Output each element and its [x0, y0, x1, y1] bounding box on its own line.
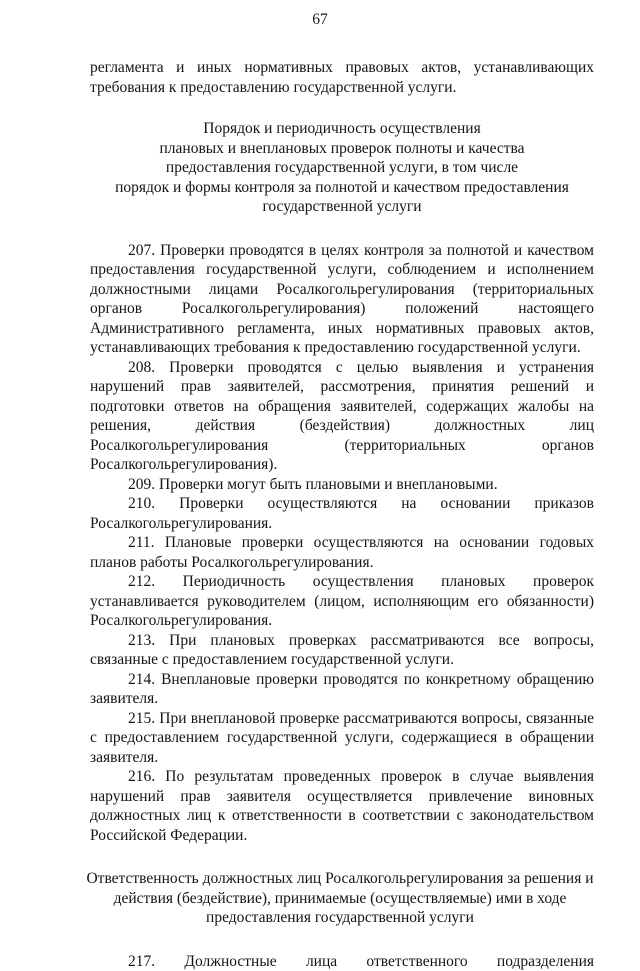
paragraph-208: 208. Проверки проводятся с целью выявления и устранения нарушений прав заявителей, рассмотрения, принятия решений и подготовки ответов на обращения заявителей, содержащих жалобы на решения, действия (бездействия) должностных лиц Росалкогольрегулирования (территориальных органов Росалкогольрегулирования). — [90, 358, 594, 475]
heading-line: предоставления государственной услуги, в том числе — [90, 158, 594, 178]
paragraph-207: 207. Проверки проводятся в целях контроля за полнотой и качеством предоставления государственной услуги, соблюдением и исполнением должностными лицами Росалкогольрегулирования (территориальных органов Росалкогольрегулирования) положений настоящего Административного регламента, иных нормативных правовых актов, устанавливающих требования к предоставлению государственной услуги. — [90, 241, 594, 358]
heading-line: Порядок и периодичность осуществления — [90, 119, 594, 139]
paragraph-209: 209. Проверки могут быть плановыми и внеплановыми. — [90, 475, 594, 495]
heading-line: Ответственность должностных лиц Росалкогольрегулирования за решения и — [80, 869, 600, 889]
section-heading-control-procedure — [90, 119, 594, 217]
continuation-paragraph: регламента и иных нормативных правовых актов, устанавливающих требования к предоставлению государственной услуги. — [90, 58, 594, 97]
paragraph-216: 216. По результатам проведенных проверок в случае выявления нарушений прав заявителя осуществляется привлечение виновных должностных лиц к ответственности в соответствии с законодательством Российской Федерации. — [90, 767, 594, 845]
paragraph-211: 211. Плановые проверки осуществляются на основании годовых планов работы Росалкогольрегулирования. — [90, 533, 594, 572]
paragraph-214: 214. Внеплановые проверки проводятся по конкретному обращению заявителя. — [90, 670, 594, 709]
section-heading-responsibility — [80, 869, 600, 928]
heading-line: государственной услуги — [90, 197, 594, 217]
heading-line: предоставления государственной услуги — [80, 908, 600, 928]
heading-line: порядок и формы контроля за полнотой и качеством предоставления — [90, 178, 594, 198]
heading-line: действия (бездействие), принимаемые (осуществляемые) ими в ходе — [80, 889, 600, 909]
paragraph-210: 210. Проверки осуществляются на основании приказов Росалкогольрегулирования. — [90, 494, 594, 533]
document-body — [90, 58, 594, 971]
paragraph-213: 213. При плановых проверках рассматриваются все вопросы, связанные с предоставлением государственной услуги. — [90, 631, 594, 670]
paragraph-217: 217. Должностные лица ответственного подразделения — [90, 952, 594, 971]
paragraph-215: 215. При внеплановой проверке рассматриваются вопросы, связанные с предоставлением государственной услуги, содержащиеся в обращении заявителя. — [90, 709, 594, 768]
paragraph-212: 212. Периодичность осуществления плановых проверок устанавливается руководителем (лицом, исполняющим его обязанности) Росалкогольрегулирования. — [90, 572, 594, 631]
heading-line: плановых и внеплановых проверок полноты и качества — [90, 139, 594, 159]
page-number: 67 — [0, 10, 640, 30]
